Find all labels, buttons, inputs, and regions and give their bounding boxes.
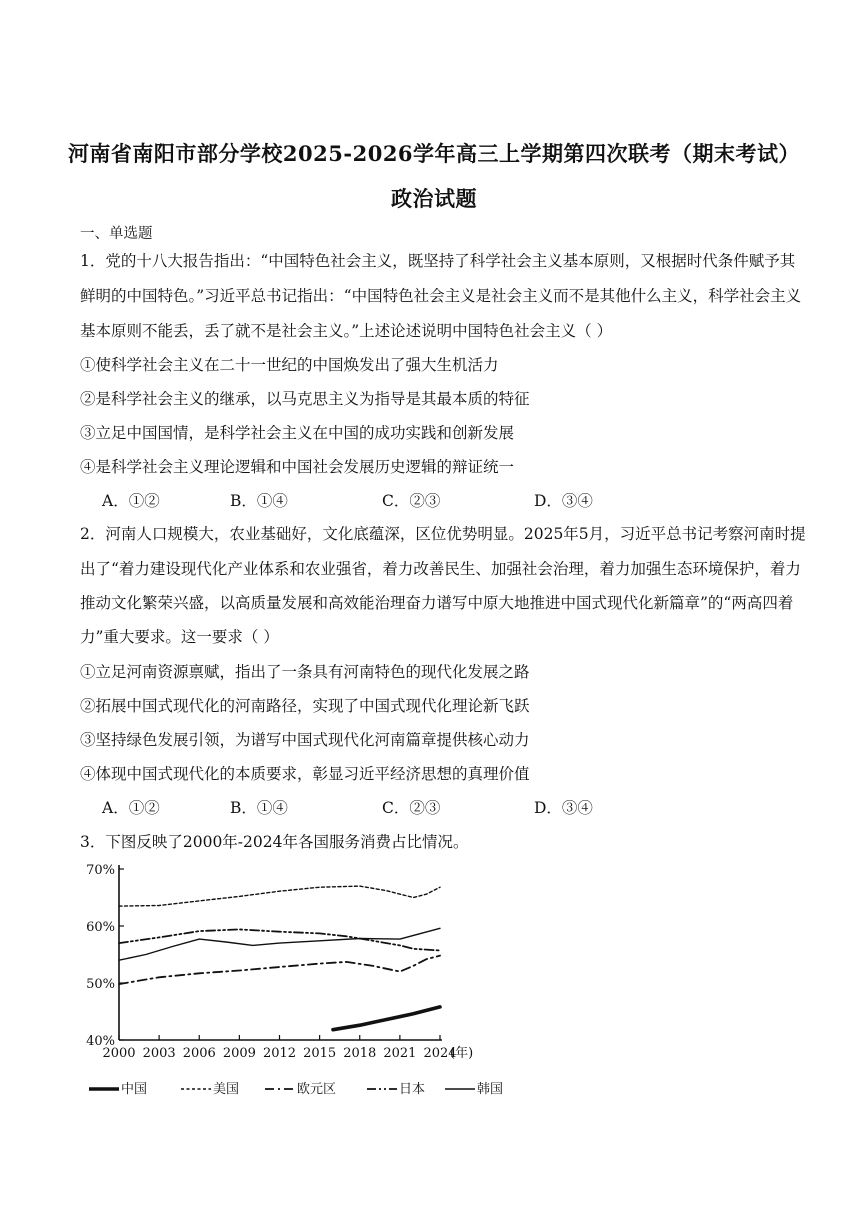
page-subtitle: 政治试题: [391, 186, 477, 211]
q1-option-b[interactable]: B．①④: [230, 492, 288, 510]
q2-option-b[interactable]: B．①④: [230, 799, 288, 817]
q2-option-c[interactable]: C．②③: [382, 799, 441, 817]
x-tick-label: 2009: [222, 1046, 256, 1061]
q1-item: ①使科学社会主义在二十一世纪的中国焕发出了强大生机活力: [80, 356, 499, 374]
y-tick-label: 40%: [86, 1034, 115, 1049]
x-tick-label: 2018: [343, 1046, 377, 1061]
q1-stem-line: 鲜明的中国特色。”习近平总书记指出：“中国特色社会主义是社会主义而不是其他什么主义，科学社会主义: [80, 287, 802, 305]
legend-label: 韩国: [477, 1082, 504, 1097]
x-unit-label: (年): [450, 1046, 474, 1061]
y-tick-label: 60%: [86, 920, 115, 935]
x-tick-label: 2021: [383, 1046, 417, 1061]
x-tick-label: 2000: [102, 1046, 136, 1061]
series-line: [333, 1007, 440, 1030]
x-tick-label: 2003: [142, 1046, 176, 1061]
q1-option-d[interactable]: D．③④: [534, 492, 593, 510]
q2-stem-line: 2．河南人口规模大，农业基础好，文化底蕴深，区位优势明显。2025年5月，习近平总书记考察河南时提: [80, 525, 806, 543]
x-tick-label: 2024: [423, 1046, 457, 1061]
q2-stem-line: 力”重大要求。这一要求（ ）: [80, 628, 279, 646]
series-line: [119, 928, 440, 960]
series-line: [119, 929, 440, 950]
q2-option-a[interactable]: A．①②: [102, 799, 160, 817]
legend-label: 欧元区: [297, 1082, 337, 1097]
q3-stem-line: 3．下图反映了2000年-2024年各国服务消费占比情况。: [80, 833, 469, 851]
x-tick-label: 2006: [182, 1046, 216, 1061]
y-tick-label: 50%: [86, 977, 115, 992]
service-consumption-chart: [84, 855, 514, 1110]
q2-stem-line: 推动文化繁荣兴盛，以高质量发展和高效能治理奋力谱写中原大地推进中国式现代化新篇章”的“两高四着: [80, 594, 794, 612]
q1-stem-line: 基本原则不能丢，丢了就不是社会主义。”上述论述说明中国特色社会主义（ ）: [80, 322, 613, 340]
legend-label: 日本: [399, 1082, 426, 1097]
legend-label: 美国: [213, 1082, 240, 1097]
q2-item: ②拓展中国式现代化的河南路径，实现了中国式现代化理论新飞跃: [80, 697, 530, 715]
q1-option-a[interactable]: A．①②: [102, 492, 160, 510]
x-tick-label: 2015: [303, 1046, 337, 1061]
q2-stem-line: 出了“着力建设现代化产业体系和农业强省，着力改善民生、加强社会治理，着力加强生态环境保护，着力: [80, 560, 801, 578]
q2-option-d[interactable]: D．③④: [534, 799, 593, 817]
q1-stem-line: 1．党的十八大报告指出：“中国特色社会主义，既坚持了科学社会主义基本原则，又根据时代条件赋予其: [80, 252, 796, 270]
q1-item: ④是科学社会主义理论逻辑和中国社会发展历史逻辑的辩证统一: [80, 458, 515, 476]
series-line: [119, 956, 440, 985]
q1-item: ③立足中国国情，是科学社会主义在中国的成功实践和创新发展: [80, 424, 515, 442]
series-line: [119, 886, 440, 906]
q2-item: ③坚持绿色发展引领，为谱写中国式现代化河南篇章提供核心动力: [80, 731, 530, 749]
y-tick-label: 70%: [86, 863, 115, 878]
q2-item: ④体现中国式现代化的本质要求，彰显习近平经济思想的真理价值: [80, 765, 530, 783]
section-label: 一、单选题: [80, 226, 153, 242]
x-tick-label: 2012: [262, 1046, 297, 1061]
q1-option-c[interactable]: C．②③: [382, 492, 441, 510]
page-title: 河南省南阳市部分学校2025-2026学年高三上学期第四次联考（期末考试）: [67, 141, 801, 166]
q1-item: ②是科学社会主义的继承，以马克思主义为指导是其最本质的特征: [80, 390, 530, 408]
legend-label: 中国: [121, 1082, 148, 1097]
q2-item: ①立足河南资源禀赋，指出了一条具有河南特色的现代化发展之路: [80, 663, 530, 681]
